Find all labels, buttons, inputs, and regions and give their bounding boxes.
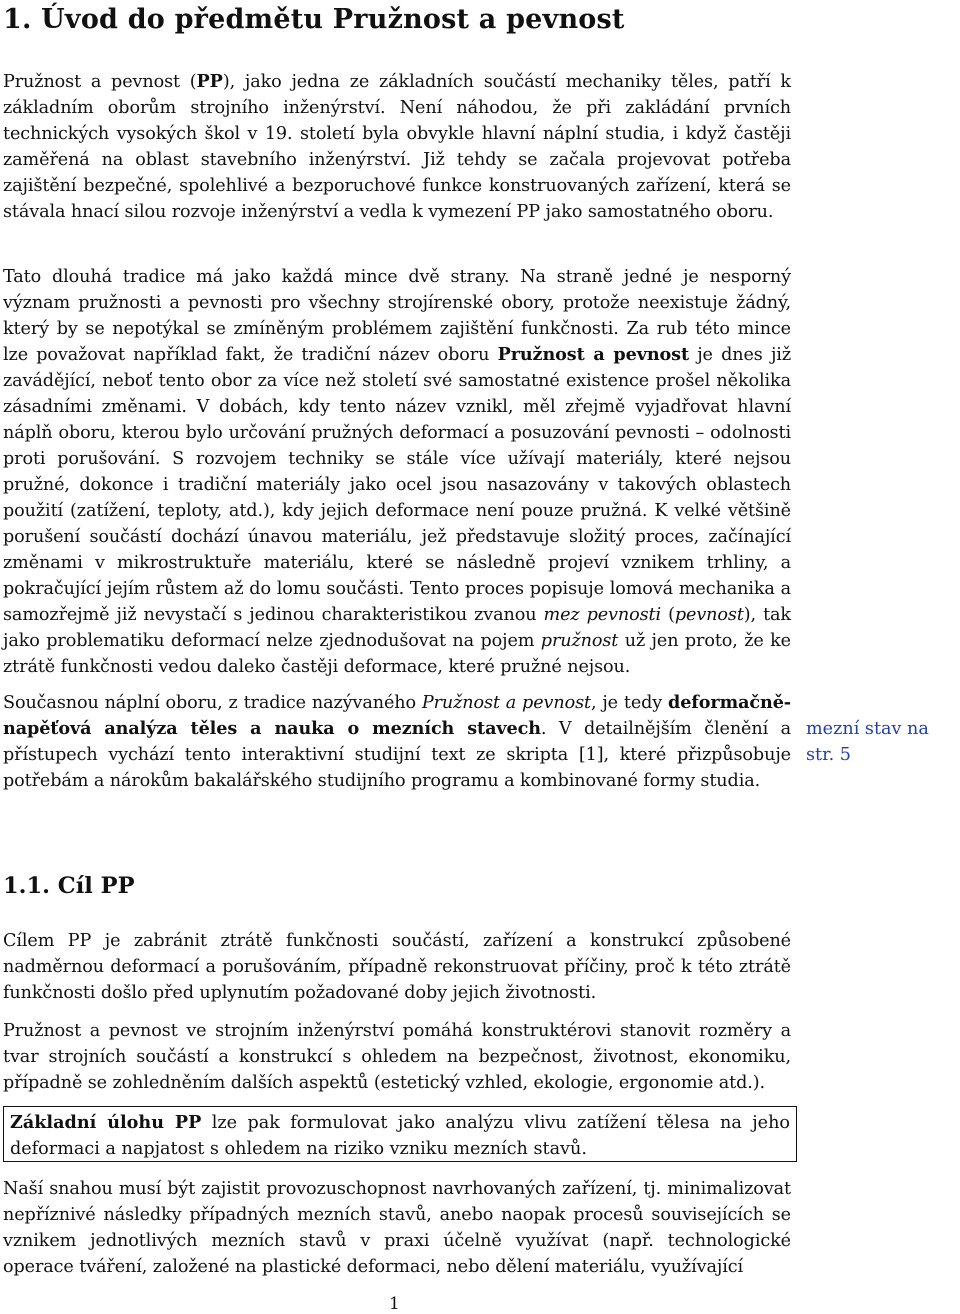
section-paragraph-3 [3,1176,791,1280]
bold-term: Základní úlohu PP [10,1112,202,1133]
margin-note-line-1[interactable]: mezní stav na [806,719,929,739]
text-run: ), jako jedna ze základních součástí mechaniky těles, patří k základním oborům strojního inženýrství. Není náhodou, že při zakládání prvních technických vysokých škol v 19. století byla obvykle hlavní náplní studia, i když častěji zaměřená na oblast stavebního inženýrství. Již tehdy se začala projevovat potřeba zajištění bezpečné, spolehlivé a bezporuchové funkce konstruovaných zařízení, která se stávala hnací silou rozvoje inženýrství a vedla k vymezení PP jako samostatného oboru. [3,72,791,222]
margin-note-link[interactable] [806,716,960,768]
section-paragraph-1 [3,928,791,1006]
page-number: 1 [389,1294,400,1314]
bold-term: Pružnost a pevnost [497,344,689,365]
italic-term: pevnost [674,605,744,625]
paragraph-text: Cílem PP je zabránit ztrátě funkčnosti součástí, zařízení a konstrukcí způsobené nadměrnou deformací a porušováním, případně rekonstruovat příčiny, proč k této ztrátě funkčnosti došlo před uplynutím požadované doby jejich životnosti. [3,931,791,1003]
text-run: lze pak formulovat jako analýzu vlivu zatížení tělesa na jeho deformaci a napjatost s ohledem na riziko vzniku mezních stavů. [10,1113,791,1159]
italic-term: mez pevnosti [543,605,662,625]
framed-definition-box [3,1106,797,1162]
text-run: . V detailnějším členění a přístupech vychází tento interaktivní studijní text ze skripta [1], které přizpůsobuje potřebám a nárokům bakalářského studijního programu a kombinované formy studia. [3,719,791,791]
italic-term: Pružnost a pevnost [421,693,591,713]
margin-note-line-2[interactable]: str. 5 [806,745,851,765]
intro-paragraph-3 [3,690,791,794]
section-title: 1.1. Cíl PP [3,873,135,899]
text-run: je dnes již zavádějící, neboť tento obor za více než století své samostatné existence prošel několika zásadními změnami. V dobách, kdy tento název vznikl, měl zřejmě vyjadřovat hlavní náplň oboru, kterou bylo určování pružných deformací a posuzování pevnosti – odolnosti proti porušování. S rozvojem techniky se stále více užívají materiály, které nejsou pružné, dokonce i tradiční materiály jako ocel jsou nasazovány v takových oblastech použití (zatížení, teploty, atd.), kdy jejich deformace není pouze pružná. K velké většině porušení součástí dochází únavou materiálu, jež představuje složitý proces, začínající změnami v mikrostruktuře materiálu, které se následně projeví vznikem trhliny, a pokračující jejím růstem až do lomu součásti. Tento proces popisuje lomová mechanika a samozřejmě již nevystačí s jedinou charakteristikou zvanou [3,345,791,625]
text-run: Současnou náplní oboru, z tradice nazývaného [3,693,422,713]
chapter-title: 1. Úvod do předmětu Pružnost a pevnost [3,4,625,35]
text-run: , je tedy [590,693,668,713]
text-run: Tato dlouhá tradice má jako každá mince dvě strany. Na straně jedné je nesporný význam pružnosti a pevnosti pro všechny strojírenské obory, protože neexistuje žádný, který by se nepotýkal se zmíněným problémem zajištění funkčnosti. Za rub této mince lze považovat například fakt, že tradiční název oboru [3,267,791,365]
text-run: ( [661,605,675,625]
text-run: Pružnost a pevnost ( [3,72,197,92]
intro-paragraph-1 [3,69,791,225]
bold-definition: deformačně-napěťová analýza těles a nauka o mezních stavech [3,692,791,739]
paragraph-text: Pružnost a pevnost ve strojním inženýrství pomáhá konstruktérovi stanovit rozměry a tvar strojních součástí a konstrukcí s ohledem na bezpečnost, životnost, ekonomiku, případně se zohledněním dalších aspektů (estetický vzhled, ekologie, ergonomie atd.). [3,1021,791,1093]
italic-term: pružnost [540,631,619,651]
text-run: už jen proto, že ke ztrátě funkčnosti vedou daleko častěji deformace, které pružné nejsou. [3,631,791,677]
intro-paragraph-2 [3,264,791,680]
bold-abbreviation: PP [196,71,223,92]
section-paragraph-2 [3,1018,791,1096]
paragraph-text: Naší snahou musí být zajistit provozuschopnost navrhovaných zařízení, tj. minimalizovat nepříznivé následky případných mezních stavů, anebo naopak procesů souvisejících se vznikem jednotlivých mezních stavů v praxi účelně využívat (např. technologické operace tváření, založené na plastické deformaci, nebo dělení materiálu, využívající [3,1179,791,1277]
text-run: ), tak jako problematiku deformací nelze zjednodušovat na pojem [3,605,791,651]
